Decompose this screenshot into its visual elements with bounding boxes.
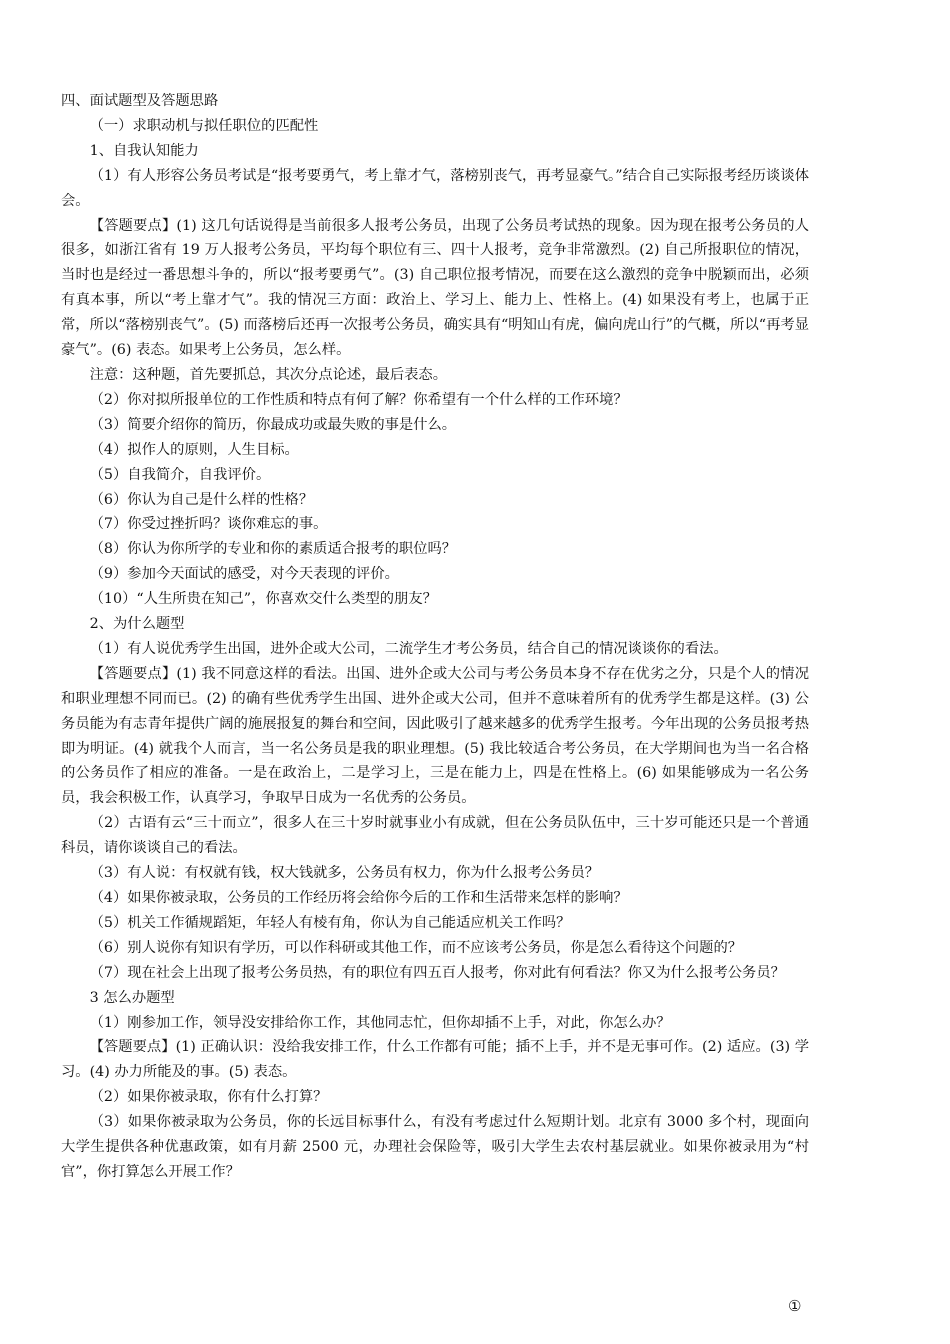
- question-item: （6）你认为自己是什么样的性格？: [89, 491, 314, 508]
- question-item: （3）如果你被录取为公务员，你的长远目标事什么，有没有考虑过什么短期计划。北京有 3000 多个村，现面向大学生提供各种优惠政策，如有月薪 2500 元，办理社会保险等，吸引大学生去农村基层就业。如果你被录用为“村官”，你打算怎么开展工作？: [61, 1114, 809, 1180]
- subsection-title: （一）求职动机与拟任职位的匹配性: [89, 117, 319, 134]
- question-item: （2）你对拟所报单位的工作性质和特点有何了解？你希望有一个什么样的工作环境？: [89, 391, 628, 408]
- question-item: （7）你受过挫折吗？谈你难忘的事。: [89, 516, 328, 533]
- heading-why-questions: 2、为什么题型: [89, 616, 185, 633]
- question-paragraph: （1）刚参加工作，领导没安排给你工作，其他同志忙，但你却插不上手，对此，你怎么办？: [89, 1014, 671, 1031]
- question-item: （5）机关工作循规蹈矩，年轻人有棱有角，你认为自己能适应机关工作吗？: [89, 914, 571, 931]
- answer-paragraph: 【答题要点】(1) 正确认识：没给我安排工作，什么工作都有可能；插不上手，并不是无事可作。(2) 适应。(3) 学习。(4) 办力所能及的事。(5) 表态。: [61, 1039, 809, 1081]
- heading-self-awareness: 1、自我认知能力: [89, 142, 199, 159]
- heading-how-questions: 3 怎么办题型: [89, 989, 175, 1006]
- question-item: （3）简要介绍你的简历，你最成功或最失败的事是什么。: [89, 416, 457, 433]
- question-item: （4）拟作人的原则，人生目标。: [89, 441, 299, 458]
- question-item: （2）如果你被录取，你有什么打算？: [89, 1089, 328, 1106]
- question-item: （2）古语有云“三十而立”，很多人在三十岁时就事业小有成就，但在公务员队伍中，三十岁可能还只是一个普通科员，请你谈谈自己的看法。: [61, 815, 809, 857]
- question-item: （6）别人说你有知识有学历，可以作科研或其他工作，而不应该考公务员，你是怎么看待这个问题的？: [89, 939, 743, 956]
- page-number: ①: [788, 1297, 802, 1315]
- question-item: （3）有人说：有权就有钱，权大钱就多，公务员有权力，你为什么报考公务员？: [89, 865, 600, 882]
- question-paragraph: （1）有人形容公务员考试是“报考要勇气，考上靠才气，落榜别丧气，再考显豪气。”结合自己实际报考经历谈谈体会。: [61, 167, 809, 209]
- section-title: 四、面试题型及答题思路: [61, 93, 219, 109]
- question-item: （7）现在社会上出现了报考公务员热，有的职位有四五百人报考，你对此有何看法？你又为什么报考公务员？: [89, 964, 785, 981]
- question-item: （8）你认为你所学的专业和你的素质适合报考的职位吗？: [89, 541, 457, 558]
- document-body: [61, 89, 809, 1185]
- question-item: （5）自我简介，自我评价。: [89, 466, 271, 483]
- question-item: （10）“人生所贵在知己”，你喜欢交什么类型的朋友？: [89, 591, 437, 608]
- note-paragraph: 注意：这种题，首先要抓总，其次分点论述，最后表态。: [89, 366, 448, 383]
- answer-paragraph: 【答题要点】(1) 这几句话说得是当前很多人报考公务员，出现了公务员考试热的现象。因为现在报考公务员的人很多，如浙江省有 19 万人报考公务员，平均每个职位有三、四十人报考，竞争非常激烈。(2) 自己所报职位的情况，当时也是经过一番思想斗争的，所以“报考要勇气”。(3) 自己职位报考情况，而要在这么激烈的竞争中脱颖而出，必须有真本事，所以“考上靠才气”。我的情况三方面：政治上、学习上、能力上、性格上。(4) 如果没有考上，也属于正常，所以“落榜别丧气”。(5) 而落榜后还再一次报考公务员，确实具有“明知山有虎，偏向虎山行”的气概，所以“再考显豪气”。(6) 表态。如果考上公务员，怎么样。: [61, 217, 809, 359]
- question-item: （4）如果你被录取，公务员的工作经历将会给你今后的工作和生活带来怎样的影响？: [89, 890, 628, 906]
- answer-paragraph: 【答题要点】(1) 我不同意这样的看法。出国、进外企或大公司与考公务员本身不存在优劣之分，只是个人的情况和职业理想不同而已。(2) 的确有些优秀学生出国、进外企或大公司，但并不意味着所有的优秀学生都是这样。(3) 公务员能为有志青年提供广阔的施展报复的舞台和空间，因此吸引了越来越多的优秀学生报考。今年出现的公务员报考热即为明证。(4) 就我个人而言，当一名公务员是我的职业理想。(5) 我比较适合考公务员，在大学期间也为当一名合格的公务员作了相应的准备。一是在政治上，二是学习上，三是在能力上，四是在性格上。(6) 如果能够成为一名公务员，我会积极工作，认真学习，争取早日成为一名优秀的公务员。: [61, 665, 809, 807]
- question-paragraph: （1）有人说优秀学生出国，进外企或大公司，二流学生才考公务员，结合自己的情况谈谈你的看法。: [89, 640, 728, 657]
- question-item: （9）参加今天面试的感受，对今天表现的评价。: [89, 566, 399, 583]
